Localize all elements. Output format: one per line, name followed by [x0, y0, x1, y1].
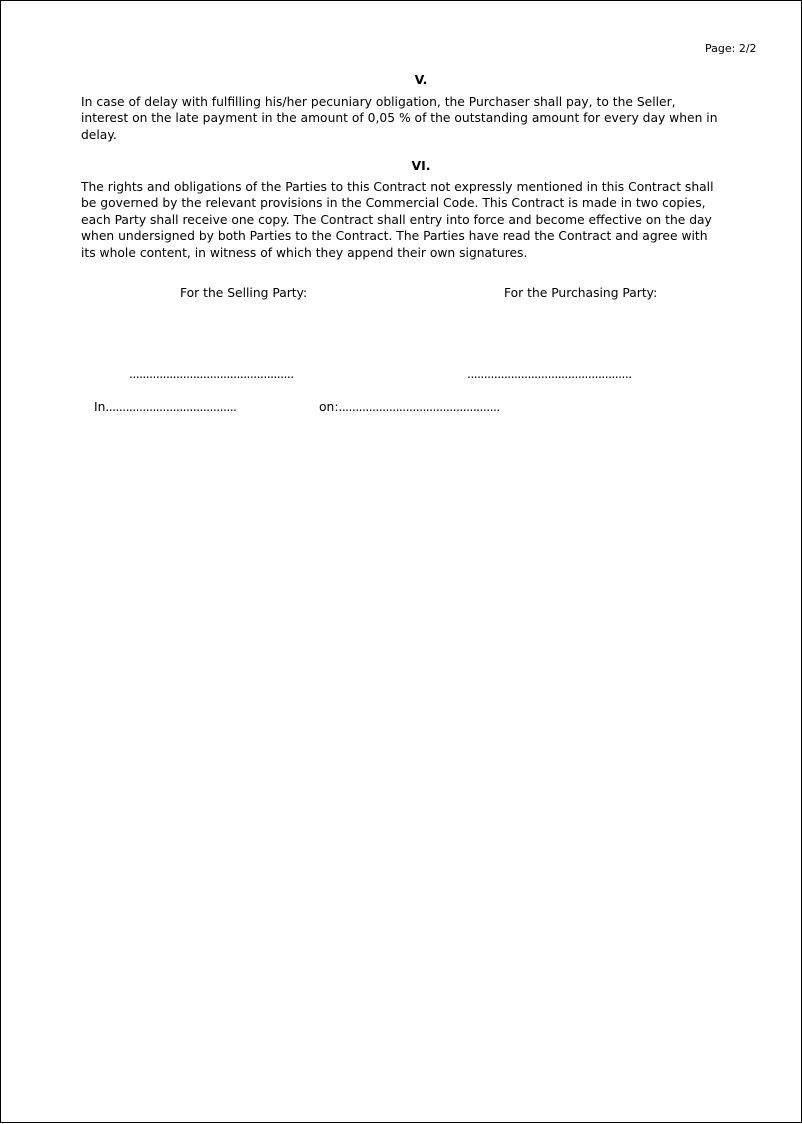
- paragraph-line: The rights and obligations of the Parties to this Contract not expressly mentioned in this Contract shall: [81, 180, 714, 194]
- date-field: [319, 400, 500, 414]
- purchasing-party-label: For the Purchasing Party:: [504, 286, 658, 300]
- paragraph-line: delay.: [81, 127, 117, 142]
- selling-party-label: For the Selling Party:: [180, 286, 308, 300]
- place-dots: .......................................: [105, 400, 237, 414]
- section-heading-vi: VI.: [411, 158, 431, 173]
- paragraph-line: be governed by the relevant provisions in the Commercial Code. This Contract is made in two copies,: [81, 196, 706, 211]
- section-v-paragraph: [81, 94, 766, 143]
- section-vi-paragraph: [81, 179, 766, 261]
- seller-signature-line: .................................................: [129, 367, 294, 381]
- content-area: [1, 1, 766, 1124]
- section-heading-v: V.: [414, 72, 428, 87]
- date-label: on:: [319, 400, 339, 414]
- paragraph-line: when undersigned by both Parties to the Contract. The Parties have read the Contract and agree with: [81, 229, 708, 244]
- paragraph-line: each Party shall receive one copy. The Contract shall entry into force and become effective on the day: [81, 212, 712, 227]
- purchaser-signature-line: .................................................: [467, 367, 632, 381]
- page-number: Page: 2/2: [705, 42, 757, 55]
- paragraph-line: its whole content, in witness of which they append their own signatures.: [81, 245, 528, 260]
- paragraph-line: In case of delay with fulfilling his/her pecuniary obligation, the Purchaser shall pay, to the Seller,: [81, 95, 676, 109]
- place-field: [94, 400, 236, 414]
- place-label: In: [94, 400, 106, 414]
- paragraph-line: interest on the late payment in the amount of 0,05 % of the outstanding amount for every day when in: [81, 111, 718, 126]
- date-dots: ................................................: [338, 400, 500, 414]
